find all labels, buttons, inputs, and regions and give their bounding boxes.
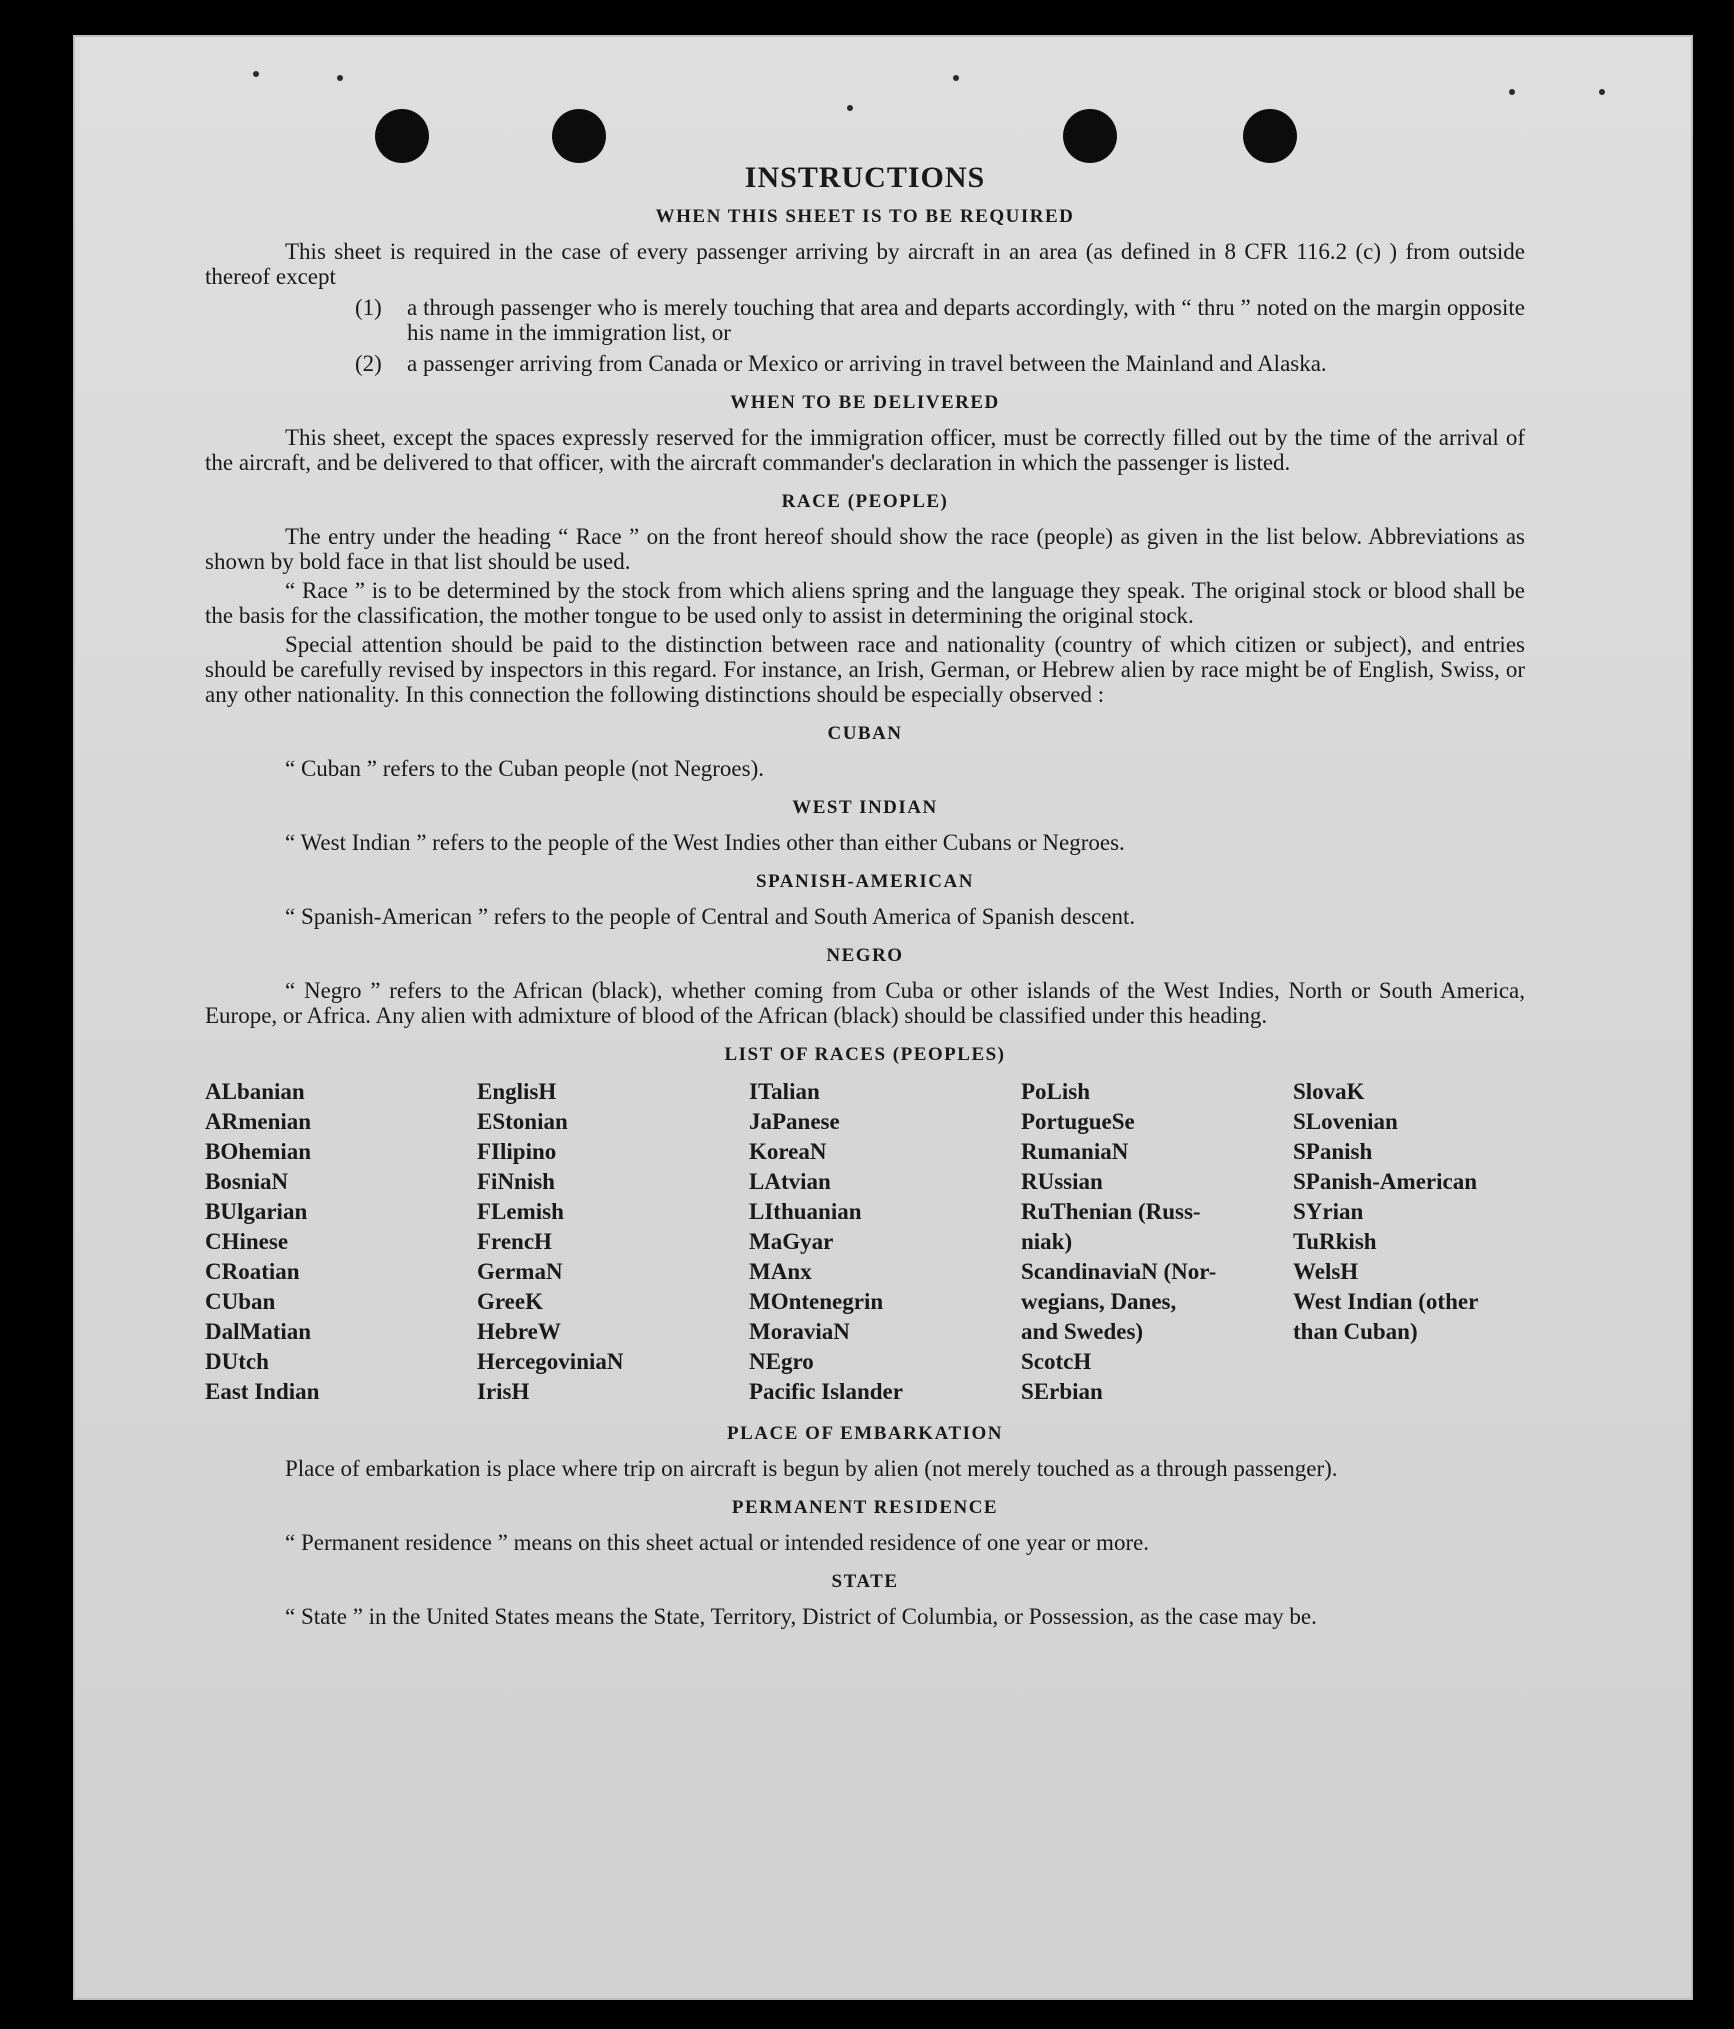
item-text: a through passenger who is merely touching that area and departs accordingly, with “ thru ” noted on the margin opposite his name in the immigration list, or — [407, 295, 1525, 345]
race-entry: SlovaK — [1293, 1079, 1365, 1104]
paragraph: “ Cuban ” refers to the Cuban people (not Negroes). — [285, 756, 765, 781]
race-entry: HebreW — [477, 1319, 561, 1344]
paragraph: This sheet is required in the case of every passenger arriving by aircraft in an area (as defined in 8 CFR 116.2 (c) ) from outside thereof except — [205, 239, 1525, 289]
section-heading: WEST INDIAN — [792, 797, 938, 818]
punch-hole — [1063, 109, 1117, 163]
race-entry: RuThenian (Russ- niak) — [1021, 1199, 1201, 1254]
paragraph: “ Spanish-American ” refers to the people of Central and South America of Spanish descent. — [285, 904, 1136, 929]
race-entry: LIthuanian — [749, 1199, 862, 1224]
race-entry: West Indian (other than Cuban) — [1293, 1289, 1479, 1344]
race-entry: DUtch — [205, 1349, 269, 1374]
race-entry: SPanish — [1293, 1139, 1373, 1164]
race-column — [1021, 1077, 1293, 1407]
section-negro — [205, 943, 1525, 1028]
race-entry: SLovenian — [1293, 1109, 1398, 1134]
race-column — [205, 1077, 477, 1407]
list-item — [355, 295, 1525, 345]
item-number: (2) — [355, 351, 382, 376]
race-entry: TuRkish — [1293, 1229, 1377, 1254]
section-heading: WHEN THIS SHEET IS TO BE REQUIRED — [655, 206, 1075, 227]
race-column — [477, 1077, 749, 1407]
race-entry: EStonian — [477, 1109, 568, 1134]
race-entry: KoreaN — [749, 1139, 827, 1164]
race-entry: BosniaN — [205, 1169, 289, 1194]
race-entry: HercegoviniaN — [477, 1349, 624, 1374]
section-when-required — [205, 204, 1525, 376]
race-entry: GermaN — [477, 1259, 563, 1284]
instructions-body — [205, 161, 1525, 1633]
section-state — [205, 1569, 1525, 1629]
paragraph: Place of embarkation is place where trip on aircraft is begun by alien (not merely touched as a through passenger). — [285, 1456, 1338, 1481]
race-entry: CRoatian — [205, 1259, 300, 1284]
ink-speck — [1509, 89, 1515, 95]
race-entry: MaGyar — [749, 1229, 834, 1254]
race-entry: PortugueSe — [1021, 1109, 1135, 1134]
paragraph: Special attention should be paid to the distinction between race and nationality (country of which citizen or subject), and entries should be carefully revised by inspectors in this regard. For instance, an Irish, German, or Hebrew alien by race might be of English, Swiss, or any other nationality. In this connection the following distinctions should be especially observed : — [205, 632, 1525, 707]
race-entry: FLemish — [477, 1199, 564, 1224]
race-entry: ALbanian — [205, 1079, 305, 1104]
race-entry: SErbian — [1021, 1379, 1103, 1404]
race-entry: IrisH — [477, 1379, 530, 1404]
race-entry: BUlgarian — [205, 1199, 308, 1224]
race-entry: PoLish — [1021, 1079, 1091, 1104]
section-race — [205, 489, 1525, 707]
item-number: (1) — [355, 295, 382, 320]
punch-hole — [375, 109, 429, 163]
list-item — [355, 351, 1525, 376]
race-entry: MoraviaN — [749, 1319, 850, 1344]
paragraph: This sheet, except the spaces expressly reserved for the immigration officer, must be correctly filled out by the time of the arrival of the aircraft, and be delivered to that officer, with the aircraft commander's declaration in which the passenger is listed. — [205, 425, 1525, 475]
race-entry: SPanish-American — [1293, 1169, 1477, 1194]
item-text: a passenger arriving from Canada or Mexico or arriving in travel between the Mainland and Alaska. — [407, 351, 1327, 376]
race-column — [1293, 1077, 1525, 1407]
race-entry: MOntenegrin — [749, 1289, 884, 1314]
race-entry: FIlipino — [477, 1139, 557, 1164]
section-heading: SPANISH-AMERICAN — [756, 871, 974, 892]
race-entry: BOhemian — [205, 1139, 312, 1164]
race-entry: GreeK — [477, 1289, 543, 1314]
race-entry: ARmenian — [205, 1109, 312, 1134]
ink-speck — [337, 75, 343, 81]
race-entry: LAtvian — [749, 1169, 831, 1194]
races-heading: LIST OF RACES (PEOPLES) — [724, 1044, 1006, 1065]
section-heading: PLACE OF EMBARKATION — [727, 1423, 1003, 1444]
ink-speck — [1599, 89, 1605, 95]
race-entry: FiNnish — [477, 1169, 555, 1194]
paragraph: “ Permanent residence ” means on this sheet actual or intended residence of one year or more. — [285, 1530, 1150, 1555]
section-permanent-residence — [205, 1495, 1525, 1555]
race-entry: ITalian — [749, 1079, 820, 1104]
paragraph: The entry under the heading “ Race ” on the front hereof should show the race (people) as given in the list below. Abbreviations as shown by bold face in that list should be used. — [205, 524, 1525, 574]
section-place-of-embarkation — [205, 1421, 1525, 1481]
race-entry: ScandinaviaN (Nor- wegians, Danes, and Swedes) — [1021, 1259, 1217, 1344]
race-entry: WelsH — [1293, 1259, 1359, 1284]
paragraph: “ Race ” is to be determined by the stock from which aliens spring and the language they speak. The original stock or blood shall be the basis for the classification, the mother tongue to be used only to assist in determining the original stock. — [205, 578, 1525, 628]
race-entry: Pacific Islander — [749, 1379, 903, 1404]
race-entry: RumaniaN — [1021, 1139, 1129, 1164]
section-heading: STATE — [831, 1571, 899, 1592]
punch-hole — [1243, 109, 1297, 163]
race-entry: FrencH — [477, 1229, 552, 1254]
section-when-delivered — [205, 390, 1525, 475]
race-entry: MAnx — [749, 1259, 812, 1284]
paragraph: “ Negro ” refers to the African (black), whether coming from Cuba or other islands of the West Indies, North or South America, Europe, or Africa. Any alien with admixture of blood of the African (black) should be classified under this heading. — [205, 978, 1525, 1028]
race-column — [749, 1077, 1021, 1407]
page-title: INSTRUCTIONS — [744, 161, 986, 194]
punch-hole — [552, 109, 606, 163]
race-entry: CUban — [205, 1289, 276, 1314]
ink-speck — [253, 71, 259, 77]
race-entry: CHinese — [205, 1229, 289, 1254]
race-entry: EnglisH — [477, 1079, 557, 1104]
section-heading: NEGRO — [826, 945, 904, 966]
section-spanish-american — [205, 869, 1525, 929]
ink-speck — [847, 105, 853, 111]
section-west-indian — [205, 795, 1525, 855]
race-entry: East Indian — [205, 1379, 320, 1404]
section-heading: CUBAN — [827, 723, 903, 744]
race-entry: JaPanese — [749, 1109, 840, 1134]
race-entry: SYrian — [1293, 1199, 1364, 1224]
section-heading: RACE (PEOPLE) — [781, 491, 949, 512]
race-entry: RUssian — [1021, 1169, 1103, 1194]
section-heading: PERMANENT RESIDENCE — [731, 1497, 999, 1518]
race-entry: NEgro — [749, 1349, 814, 1374]
section-heading: WHEN TO BE DELIVERED — [730, 392, 1000, 413]
ink-speck — [953, 75, 959, 81]
paragraph: “ West Indian ” refers to the people of the West Indies other than either Cubans or Negroes. — [285, 830, 1125, 855]
race-entry: ScotcH — [1021, 1349, 1092, 1374]
paragraph: “ State ” in the United States means the State, Territory, District of Columbia, or Possession, as the case may be. — [285, 1604, 1317, 1629]
section-cuban — [205, 721, 1525, 781]
race-list — [205, 1077, 1525, 1407]
race-entry: DalMatian — [205, 1319, 312, 1344]
